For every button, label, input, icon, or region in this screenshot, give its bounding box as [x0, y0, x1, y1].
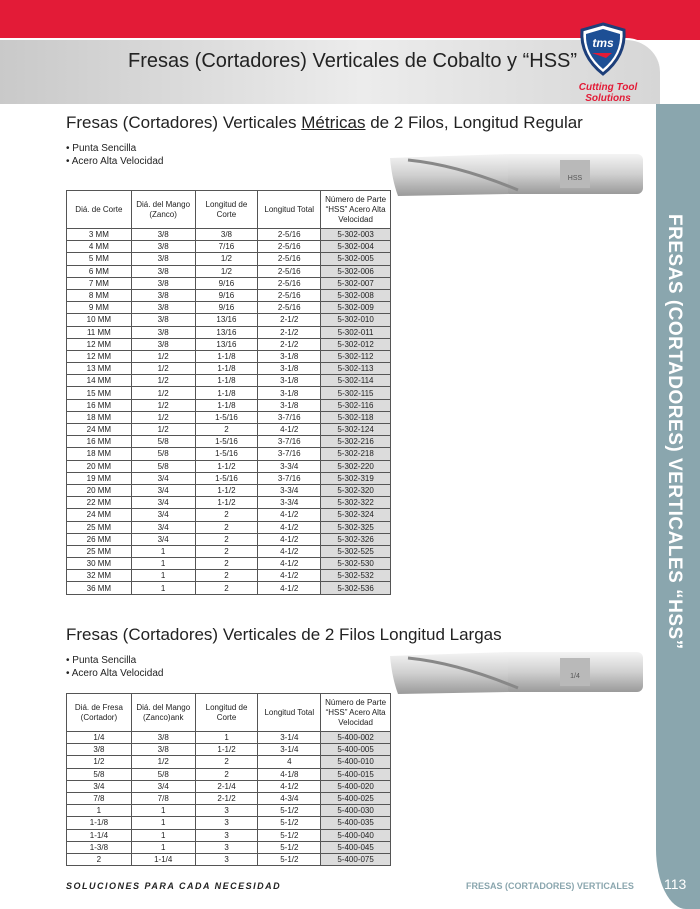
table-cell: 3/8: [131, 338, 195, 350]
table-row: [67, 326, 391, 338]
table-cell: 5-1/2: [258, 829, 321, 841]
table-cell: 2: [195, 756, 258, 768]
table-cell: 16 MM: [67, 436, 132, 448]
sidebar-vertical-title: FRESAS (CORTADORES) VERTICALES “HSS”: [664, 214, 685, 650]
table-cell: 5-302-326: [321, 533, 391, 545]
table-cell: 1/2: [195, 265, 258, 277]
table-cell: 5/8: [131, 436, 195, 448]
table-row: [67, 533, 391, 545]
table-cell: 3/8: [131, 289, 195, 301]
column-header: Número de Parte “HSS” Acero Alta Velocidad: [321, 191, 391, 229]
table-cell: 2-5/16: [258, 229, 321, 241]
logo-tagline: Cutting Tool Solutions: [578, 82, 638, 104]
table-cell: 5-302-003: [321, 229, 391, 241]
table-cell: 3-1/8: [258, 399, 321, 411]
column-header: Diá. de Corte: [67, 191, 132, 229]
table-cell: 3-3/4: [258, 460, 321, 472]
table-cell: 1/2: [131, 375, 195, 387]
table-cell: 7/8: [131, 792, 195, 804]
sidebar-tab: [656, 104, 700, 909]
table-cell: 1-1/2: [195, 744, 258, 756]
table-cell: 3/8: [131, 229, 195, 241]
table-cell: 5-400-025: [321, 792, 391, 804]
table-cell: 1: [131, 841, 195, 853]
table-cell: 5/8: [131, 460, 195, 472]
table-row: [67, 768, 391, 780]
table-cell: 3-7/16: [258, 472, 321, 484]
table-cell: 2-5/16: [258, 289, 321, 301]
table-cell: 1/2: [131, 387, 195, 399]
table-cell: 3/8: [131, 326, 195, 338]
column-header: Longitud Total: [258, 694, 321, 732]
table-row: [67, 375, 391, 387]
table-cell: 30 MM: [67, 558, 132, 570]
table-cell: 1-1/8: [195, 399, 258, 411]
table-cell: 36 MM: [67, 582, 132, 594]
table-cell: 2-1/2: [195, 792, 258, 804]
table-cell: 11 MM: [67, 326, 132, 338]
table-cell: 1-5/16: [195, 436, 258, 448]
column-header: Longitud de Corte: [195, 191, 258, 229]
table-cell: 5/8: [131, 768, 195, 780]
table-cell: 3-1/8: [258, 375, 321, 387]
table-cell: 1: [195, 732, 258, 744]
table-row: [67, 302, 391, 314]
table-cell: 5-400-005: [321, 744, 391, 756]
section2-bullets: • Punta Sencilla • Acero Alta Velocidad: [66, 655, 164, 679]
table-cell: 12 MM: [67, 350, 132, 362]
table-cell: 5-302-536: [321, 582, 391, 594]
table-row: [67, 829, 391, 841]
table-cell: 3: [195, 817, 258, 829]
table-cell: 5-1/2: [258, 853, 321, 865]
column-header: Diá. del Mango (Zanco): [131, 191, 195, 229]
table-cell: 3: [195, 841, 258, 853]
footer-section: FRESAS (CORTADORES) VERTICALES: [466, 881, 634, 891]
table-cell: 1-1/2: [195, 460, 258, 472]
table-cell: 1/2: [131, 411, 195, 423]
table-cell: 9/16: [195, 289, 258, 301]
table-row: [67, 558, 391, 570]
table-cell: 1: [131, 558, 195, 570]
table-cell: 5-302-011: [321, 326, 391, 338]
table-cell: 3/8: [131, 314, 195, 326]
table-cell: 13 MM: [67, 363, 132, 375]
table-cell: 4-1/2: [258, 424, 321, 436]
table-cell: 1: [131, 829, 195, 841]
table-cell: 3/4: [131, 497, 195, 509]
table-header-row: [67, 694, 391, 732]
end-mill-image-long: [388, 648, 648, 698]
table-cell: 5-302-525: [321, 545, 391, 557]
table-cell: 5-400-020: [321, 780, 391, 792]
table-cell: 5-1/2: [258, 805, 321, 817]
table-cell: 5-302-009: [321, 302, 391, 314]
table-cell: 2: [195, 521, 258, 533]
table-cell: 3-3/4: [258, 484, 321, 496]
table-cell: 1-1/8: [195, 363, 258, 375]
table-cell: 2: [195, 558, 258, 570]
table-cell: 19 MM: [67, 472, 132, 484]
section2-title: Fresas (Cortadores) Verticales de 2 Filos Longitud Largas: [66, 625, 502, 644]
table-cell: 5-400-045: [321, 841, 391, 853]
table-cell: 5/8: [67, 768, 132, 780]
table-cell: 1-1/8: [67, 817, 132, 829]
table-cell: 3-1/4: [258, 744, 321, 756]
table-row: [67, 253, 391, 265]
table-cell: 1-1/4: [67, 829, 132, 841]
svg-text:1/4: 1/4: [570, 673, 580, 680]
section1-bullets: • Punta Sencilla • Acero Alta Velocidad: [66, 143, 164, 167]
long-length-table: [66, 693, 391, 866]
table-cell: 20 MM: [67, 460, 132, 472]
table-cell: 1-1/8: [195, 387, 258, 399]
table-row: [67, 338, 391, 350]
table-cell: 20 MM: [67, 484, 132, 496]
table-row: [67, 387, 391, 399]
table-cell: 3/4: [131, 780, 195, 792]
table-cell: 1-1/8: [195, 375, 258, 387]
table-cell: 4 MM: [67, 241, 132, 253]
table-cell: 24 MM: [67, 424, 132, 436]
table-header-row: [67, 191, 391, 229]
table-cell: 2-5/16: [258, 277, 321, 289]
table-cell: 4-1/8: [258, 768, 321, 780]
table-cell: 1/2: [131, 363, 195, 375]
table-cell: 1-5/16: [195, 472, 258, 484]
table-cell: 1: [131, 805, 195, 817]
regular-length-table: [66, 190, 391, 595]
table-cell: 13/16: [195, 314, 258, 326]
end-mill-image-regular: [388, 150, 648, 200]
table-cell: 25 MM: [67, 545, 132, 557]
table-cell: 5-302-532: [321, 570, 391, 582]
table-row: [67, 841, 391, 853]
table-cell: 4: [258, 756, 321, 768]
table-row: [67, 792, 391, 804]
table-cell: 2-1/2: [258, 338, 321, 350]
table-cell: 3/8: [131, 302, 195, 314]
table-cell: 13/16: [195, 338, 258, 350]
table-cell: 3/4: [131, 484, 195, 496]
table-row: [67, 472, 391, 484]
table-row: [67, 853, 391, 865]
table-cell: 1: [131, 817, 195, 829]
table-cell: 6 MM: [67, 265, 132, 277]
page-number: 113: [664, 876, 687, 892]
table-cell: 1/2: [195, 253, 258, 265]
table-row: [67, 582, 391, 594]
table-cell: 1/2: [67, 756, 132, 768]
table-cell: 2: [67, 853, 132, 865]
column-header: Diá. de Fresa (Cortador): [67, 694, 132, 732]
table-row: [67, 484, 391, 496]
table-cell: 5-400-040: [321, 829, 391, 841]
table-row: [67, 289, 391, 301]
table-cell: 13/16: [195, 326, 258, 338]
table-row: [67, 780, 391, 792]
table-cell: 2: [195, 509, 258, 521]
table-row: [67, 732, 391, 744]
table-cell: 5-302-115: [321, 387, 391, 399]
table-cell: 3/4: [131, 521, 195, 533]
table-row: [67, 363, 391, 375]
table-cell: 4-1/2: [258, 780, 321, 792]
table-cell: 5-302-325: [321, 521, 391, 533]
table-cell: 3/4: [131, 533, 195, 545]
table-cell: 4-1/2: [258, 582, 321, 594]
table-cell: 5-1/2: [258, 841, 321, 853]
table-cell: 2-1/4: [195, 780, 258, 792]
table-cell: 5-302-112: [321, 350, 391, 362]
table-cell: 3/8: [131, 253, 195, 265]
table-cell: 5-302-319: [321, 472, 391, 484]
table-cell: 1: [131, 545, 195, 557]
table-row: [67, 350, 391, 362]
table-cell: 2: [195, 533, 258, 545]
table-cell: 5-302-124: [321, 424, 391, 436]
table-cell: 3/4: [131, 472, 195, 484]
table-cell: 5-302-322: [321, 497, 391, 509]
table-row: [67, 265, 391, 277]
table-cell: 4-1/2: [258, 521, 321, 533]
page-title: Fresas (Cortadores) Verticales de Cobalto y “HSS”: [128, 50, 578, 72]
table-cell: 3-3/4: [258, 497, 321, 509]
table-cell: 16 MM: [67, 399, 132, 411]
table-cell: 5-400-015: [321, 768, 391, 780]
table-row: [67, 241, 391, 253]
table-cell: 9/16: [195, 277, 258, 289]
table-cell: 7/16: [195, 241, 258, 253]
table-cell: 32 MM: [67, 570, 132, 582]
table-cell: 5-302-114: [321, 375, 391, 387]
table-cell: 5-302-118: [321, 411, 391, 423]
table-cell: 3: [195, 829, 258, 841]
table-cell: 3/4: [131, 509, 195, 521]
table-cell: 5-302-530: [321, 558, 391, 570]
table-cell: 5-302-008: [321, 289, 391, 301]
table-cell: 3/8: [131, 732, 195, 744]
section1-title: Fresas (Cortadores) Verticales Métricas de 2 Filos, Longitud Regular: [66, 113, 583, 132]
table-row: [67, 817, 391, 829]
table-row: [67, 424, 391, 436]
table-cell: 22 MM: [67, 497, 132, 509]
table-row: [67, 521, 391, 533]
table-cell: 2: [195, 570, 258, 582]
column-header: Número de Parte “HSS” Acero Alta Velocidad: [321, 694, 391, 732]
table-cell: 1/2: [131, 399, 195, 411]
table-cell: 15 MM: [67, 387, 132, 399]
table-row: [67, 460, 391, 472]
table-cell: 9/16: [195, 302, 258, 314]
table-cell: 14 MM: [67, 375, 132, 387]
table-cell: 18 MM: [67, 411, 132, 423]
table-cell: 3/4: [67, 780, 132, 792]
table-cell: 3-1/8: [258, 363, 321, 375]
table-cell: 5-302-007: [321, 277, 391, 289]
table-cell: 3/8: [131, 744, 195, 756]
tms-logo: [578, 22, 628, 76]
table-row: [67, 509, 391, 521]
table-cell: 5-302-006: [321, 265, 391, 277]
table-cell: 1/4: [67, 732, 132, 744]
table-cell: 2: [195, 768, 258, 780]
table-cell: 3-1/8: [258, 350, 321, 362]
table-cell: 5-302-010: [321, 314, 391, 326]
table-cell: 2-5/16: [258, 253, 321, 265]
table-cell: 26 MM: [67, 533, 132, 545]
table-cell: 5-400-030: [321, 805, 391, 817]
table-cell: 5-400-075: [321, 853, 391, 865]
table-row: [67, 229, 391, 241]
table-cell: 3/8: [131, 265, 195, 277]
table-cell: 3: [195, 853, 258, 865]
table-cell: 1-1/4: [131, 853, 195, 865]
footer-slogan: SOLUCIONES PARA CADA NECESIDAD: [66, 881, 282, 891]
table-row: [67, 756, 391, 768]
table-row: [67, 314, 391, 326]
table-cell: 3/8: [67, 744, 132, 756]
table-cell: 7/8: [67, 792, 132, 804]
table-cell: 8 MM: [67, 289, 132, 301]
table-cell: 3-7/16: [258, 436, 321, 448]
table-cell: 3-1/8: [258, 387, 321, 399]
table-cell: 5-302-218: [321, 448, 391, 460]
table-cell: 1-1/2: [195, 497, 258, 509]
table-cell: 3-7/16: [258, 411, 321, 423]
table-cell: 9 MM: [67, 302, 132, 314]
table-cell: 2: [195, 545, 258, 557]
table-cell: 3-7/16: [258, 448, 321, 460]
table-row: [67, 411, 391, 423]
column-header: Diá. del Mango (Zanco)ank: [131, 694, 195, 732]
table-cell: 1: [131, 570, 195, 582]
table-cell: 1/2: [131, 350, 195, 362]
table-cell: 5-302-216: [321, 436, 391, 448]
table-row: [67, 399, 391, 411]
table-cell: 3/8: [131, 241, 195, 253]
table-row: [67, 277, 391, 289]
table-cell: 1-1/2: [195, 484, 258, 496]
table-cell: 1: [131, 582, 195, 594]
table-cell: 5-302-220: [321, 460, 391, 472]
table-cell: 5-302-116: [321, 399, 391, 411]
table-cell: 5-302-113: [321, 363, 391, 375]
table-cell: 1/2: [131, 424, 195, 436]
table-cell: 4-1/2: [258, 570, 321, 582]
table-cell: 4-1/2: [258, 533, 321, 545]
table-cell: 5-302-320: [321, 484, 391, 496]
table-row: [67, 545, 391, 557]
table-cell: 18 MM: [67, 448, 132, 460]
table-cell: 5-1/2: [258, 817, 321, 829]
table-cell: 5-302-004: [321, 241, 391, 253]
table-cell: 4-1/2: [258, 509, 321, 521]
table-cell: 3/8: [195, 229, 258, 241]
table-cell: 5 MM: [67, 253, 132, 265]
table-cell: 25 MM: [67, 521, 132, 533]
table-cell: 1-3/8: [67, 841, 132, 853]
table-cell: 4-1/2: [258, 545, 321, 557]
table-cell: 1/2: [131, 756, 195, 768]
table-cell: 1: [67, 805, 132, 817]
table-row: [67, 744, 391, 756]
svg-text:tms: tms: [592, 36, 614, 50]
table-row: [67, 436, 391, 448]
table-cell: 2-5/16: [258, 241, 321, 253]
table-row: [67, 805, 391, 817]
table-cell: 5-302-005: [321, 253, 391, 265]
table-cell: 2-1/2: [258, 326, 321, 338]
table-cell: 10 MM: [67, 314, 132, 326]
table-cell: 3-1/4: [258, 732, 321, 744]
table-cell: 1-5/16: [195, 448, 258, 460]
table-cell: 2: [195, 424, 258, 436]
table-cell: 2-5/16: [258, 302, 321, 314]
table-cell: 3/8: [131, 277, 195, 289]
table-cell: 2: [195, 582, 258, 594]
table-cell: 1-1/8: [195, 350, 258, 362]
svg-text:HSS: HSS: [567, 175, 583, 182]
table-row: [67, 570, 391, 582]
table-cell: 7 MM: [67, 277, 132, 289]
table-cell: 4-1/2: [258, 558, 321, 570]
table-cell: 5-302-324: [321, 509, 391, 521]
column-header: Longitud de Corte: [195, 694, 258, 732]
table-cell: 1-5/16: [195, 411, 258, 423]
table-cell: 4-3/4: [258, 792, 321, 804]
table-cell: 5-400-035: [321, 817, 391, 829]
table-cell: 3: [195, 805, 258, 817]
table-cell: 2-5/16: [258, 265, 321, 277]
table-cell: 5-302-012: [321, 338, 391, 350]
table-cell: 3 MM: [67, 229, 132, 241]
table-cell: 5-400-010: [321, 756, 391, 768]
table-cell: 24 MM: [67, 509, 132, 521]
table-row: [67, 497, 391, 509]
table-cell: 5/8: [131, 448, 195, 460]
table-cell: 5-400-002: [321, 732, 391, 744]
table-cell: 12 MM: [67, 338, 132, 350]
table-cell: 2-1/2: [258, 314, 321, 326]
table-row: [67, 448, 391, 460]
column-header: Longitud Total: [258, 191, 321, 229]
